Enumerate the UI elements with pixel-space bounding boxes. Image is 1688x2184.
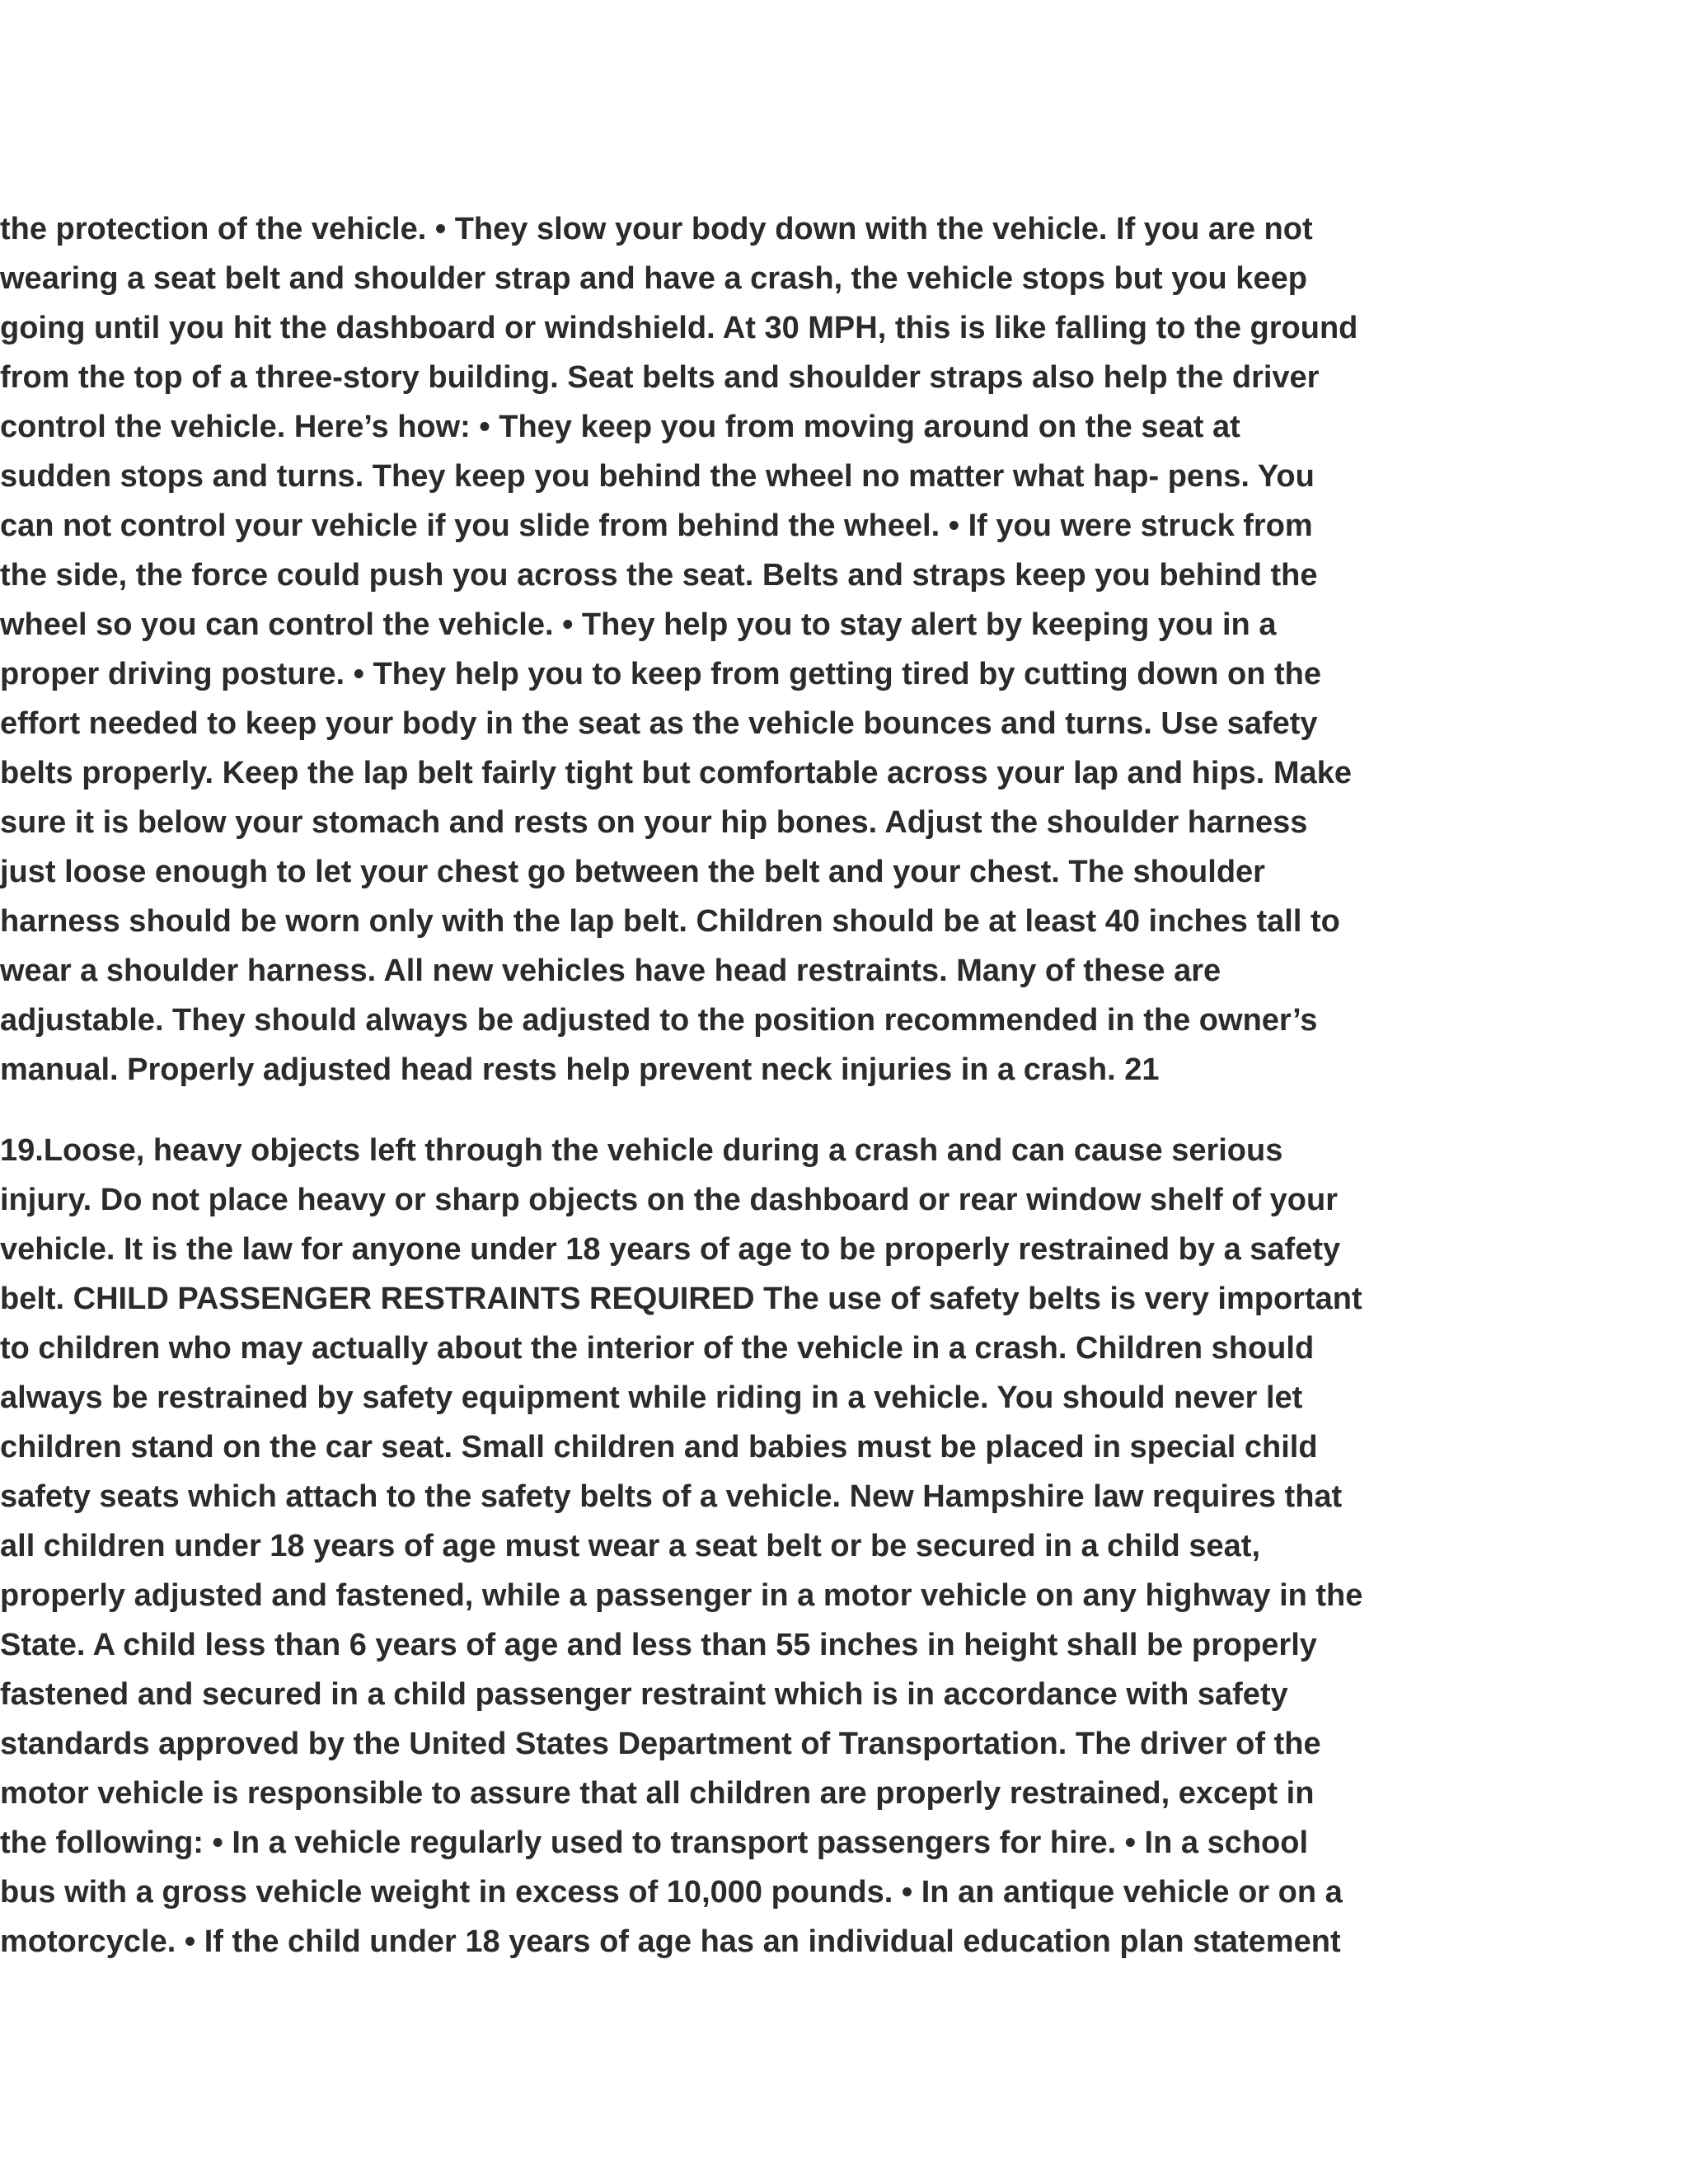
text-line: fastened and secured in a child passenger restraint which is in accordance with safety: [0, 1677, 1288, 1712]
text-line: sure it is below your stomach and rests on your hip bones. Adjust the shoulder harness: [0, 805, 1308, 840]
text-line: bus with a gross vehicle weight in excess of 10,000 pounds. • In an antique vehicle or on a: [0, 1875, 1343, 1910]
text-line: wheel so you can control the vehicle. • They help you to stay alert by keeping you in a: [0, 607, 1277, 642]
text-line: the following: • In a vehicle regularly used to transport passengers for hire. • In a school: [0, 1825, 1309, 1860]
text-line: children stand on the car seat. Small children and babies must be placed in special child: [0, 1430, 1318, 1465]
text-line: wearing a seat belt and shoulder strap and have a crash, the vehicle stops but you keep: [0, 261, 1307, 296]
text-line: control the vehicle. Here’s how: • They keep you from moving around on the seat at: [0, 410, 1240, 444]
text-line: proper driving posture. • They help you to keep from getting tired by cutting down on the: [0, 657, 1322, 691]
text-line: effort needed to keep your body in the seat as the vehicle bounces and turns. Use safety: [0, 706, 1318, 741]
paragraph-seat-belts: [0, 204, 1451, 1094]
text-line: belts properly. Keep the lap belt fairly tight but comfortable across your lap and hips. Make: [0, 756, 1352, 790]
text-line: can not control your vehicle if you slide from behind the wheel. • If you were struck from: [0, 509, 1313, 543]
text-line: motor vehicle is responsible to assure that all children are properly restrained, except in: [0, 1776, 1315, 1811]
text-line: wear a shoulder harness. All new vehicles have head restraints. Many of these are: [0, 954, 1221, 988]
text-line: all children under 18 years of age must wear a seat belt or be secured in a child seat,: [0, 1529, 1261, 1563]
text-line: belt. CHILD PASSENGER RESTRAINTS REQUIRED The use of safety belts is very important: [0, 1282, 1362, 1316]
text-line: the side, the force could push you across the seat. Belts and straps keep you behind the: [0, 558, 1318, 593]
text-line: harness should be worn only with the lap belt. Children should be at least 40 inches tall to: [0, 904, 1340, 939]
text-line: vehicle. It is the law for anyone under 18 years of age to be properly restrained by a safety: [0, 1232, 1341, 1267]
text-line: safety seats which attach to the safety belts of a vehicle. New Hampshire law requires that: [0, 1479, 1343, 1514]
text-line: sudden stops and turns. They keep you behind the wheel no matter what hap- pens. You: [0, 459, 1315, 494]
text-line: State. A child less than 6 years of age and less than 55 inches in height shall be properly: [0, 1628, 1317, 1662]
text-line: injury. Do not place heavy or sharp objects on the dashboard or rear window shelf of your: [0, 1183, 1339, 1217]
text-line: manual. Properly adjusted head rests help prevent neck injuries in a crash. 21: [0, 1052, 1160, 1087]
text-line: motorcycle. • If the child under 18 years of age has an individual education plan statement: [0, 1924, 1341, 1959]
text-line: properly adjusted and fastened, while a passenger in a motor vehicle on any highway in the: [0, 1578, 1363, 1613]
text-line: just loose enough to let your chest go between the belt and your chest. The shoulder: [0, 855, 1265, 889]
text-line: from the top of a three-story building. Seat belts and shoulder straps also help the driver: [0, 360, 1320, 395]
paragraph-child-restraints: [0, 1126, 1451, 1966]
text-line: 19.Loose, heavy objects left through the vehicle during a crash and can cause serious: [0, 1133, 1283, 1168]
text-line: to children who may actually about the interior of the vehicle in a crash. Children should: [0, 1331, 1315, 1366]
text-line: adjustable. They should always be adjusted to the position recommended in the owner’s: [0, 1003, 1318, 1038]
text-line: going until you hit the dashboard or windshield. At 30 MPH, this is like falling to the ground: [0, 311, 1358, 345]
text-line: always be restrained by safety equipment while riding in a vehicle. You should never let: [0, 1380, 1303, 1415]
text-line: standards approved by the United States Department of Transportation. The driver of the: [0, 1727, 1321, 1761]
text-line: the protection of the vehicle. • They slow your body down with the vehicle. If you are not: [0, 212, 1313, 246]
